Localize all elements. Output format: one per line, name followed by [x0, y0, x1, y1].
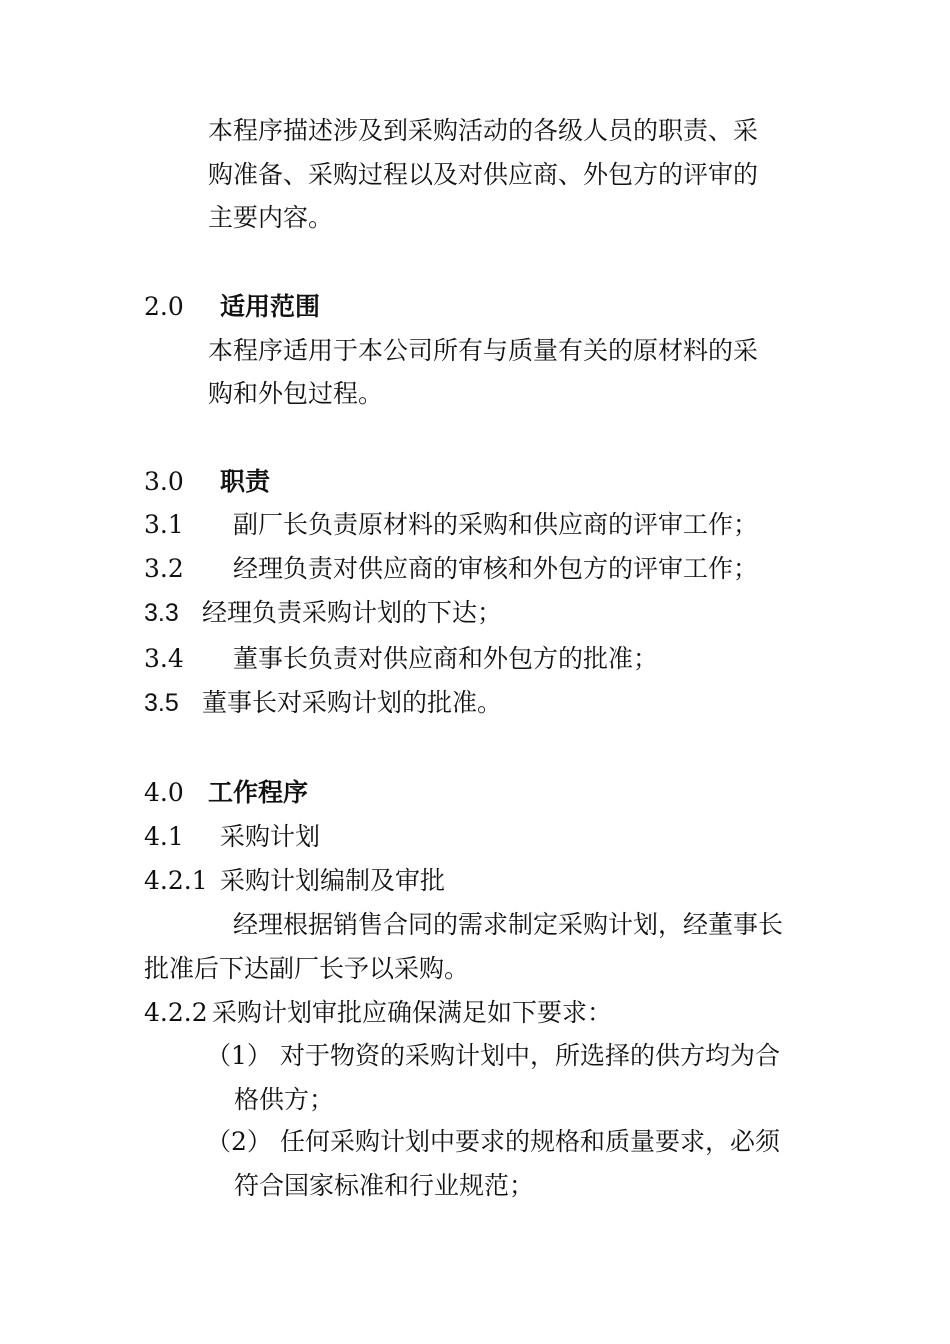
- subsection-title: 采购计划编制及审批: [220, 866, 446, 895]
- section-number: 4.0: [144, 778, 184, 807]
- item-text: 经理负责对供应商的审核和外包方的评审工作；: [233, 554, 759, 583]
- paragraph-text: 经理根据销售合同的需求制定采购计划，经董事长: [233, 910, 784, 939]
- item-marker: （1）: [206, 1041, 272, 1070]
- intro-text: 本程序描述涉及到采购活动的各级人员的职责、采: [208, 116, 759, 145]
- item-text: 格供方；: [234, 1085, 335, 1114]
- section-title: 职责: [220, 467, 271, 496]
- item-number: 3.1: [144, 510, 184, 539]
- subsection-title: 采购计划: [220, 822, 321, 851]
- item-text: 董事长负责对供应商和外包方的批准；: [233, 644, 659, 673]
- item-number: 3.3: [144, 599, 179, 627]
- section-title: 适用范围: [220, 292, 321, 321]
- item-marker: （2）: [206, 1127, 272, 1156]
- subsection-number: 4.2.2: [144, 998, 208, 1027]
- subsection-number: 4.2.1: [144, 866, 208, 895]
- item-number: 3.5: [144, 689, 179, 717]
- subsection-number: 4.1: [144, 822, 184, 851]
- section-number: 3.0: [144, 467, 184, 496]
- item-number: 3.4: [144, 644, 184, 673]
- section-title: 工作程序: [208, 778, 309, 807]
- item-text: 经理负责采购计划的下达；: [202, 598, 503, 627]
- paragraph-text: 本程序适用于本公司所有与质量有关的原材料的采: [208, 336, 759, 365]
- item-text: 任何采购计划中要求的规格和质量要求，必须: [280, 1127, 781, 1156]
- item-text: 符合国家标准和行业规范；: [234, 1171, 535, 1200]
- paragraph-text: 批准后下达副厂长予以采购。: [144, 954, 470, 983]
- item-number: 3.2: [144, 554, 184, 583]
- paragraph-text: 购和外包过程。: [208, 379, 384, 408]
- intro-text: 购准备、采购过程以及对供应商、外包方的评审的: [208, 160, 759, 189]
- subsection-title: 采购计划审批应确保满足如下要求：: [212, 998, 613, 1027]
- item-text: 副厂长负责原材料的采购和供应商的评审工作；: [233, 510, 759, 539]
- item-text: 董事长对采购计划的批准。: [202, 688, 503, 717]
- item-text: 对于物资的采购计划中，所选择的供方均为合: [280, 1041, 781, 1070]
- intro-text: 主要内容。: [208, 203, 334, 232]
- section-number: 2.0: [144, 292, 184, 321]
